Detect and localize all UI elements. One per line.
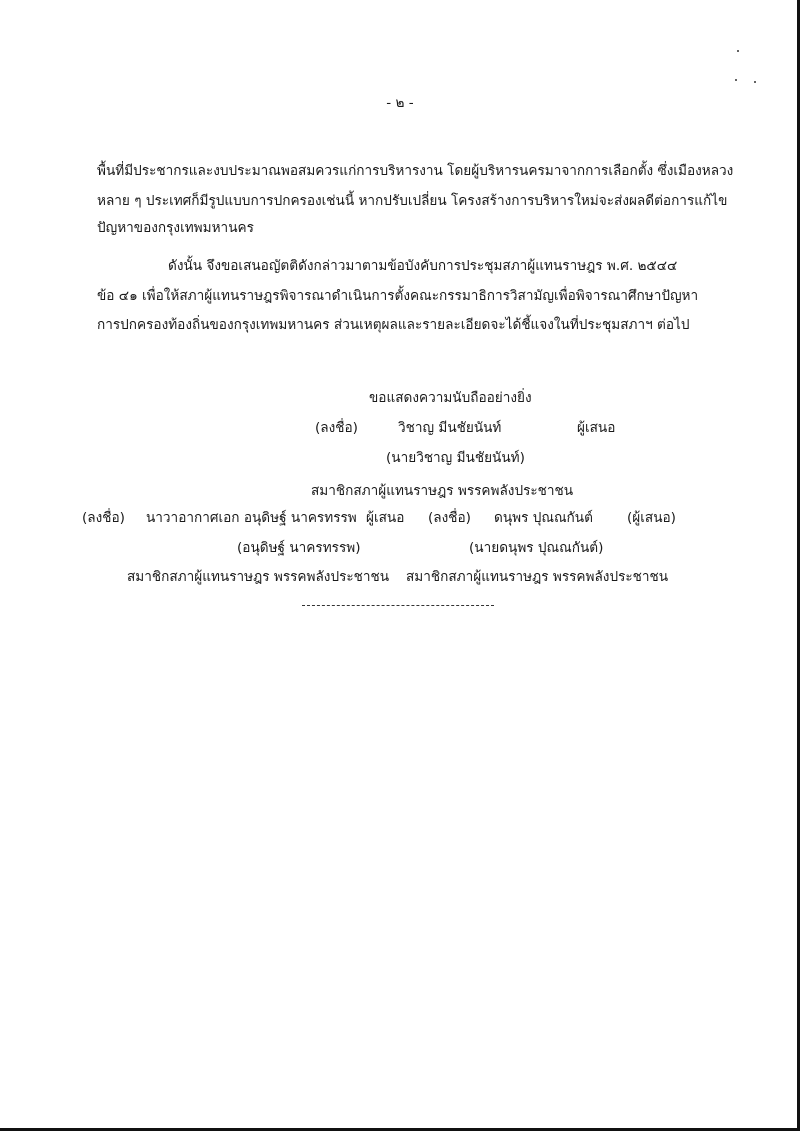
sign-label: (ลงชื่อ) (315, 420, 358, 436)
signer-name: ดนุพร ปุณณกันต์ (494, 510, 593, 526)
end-rule (302, 605, 494, 606)
page-number: - ๒ - (386, 95, 414, 111)
scan-speck (735, 79, 737, 81)
signer-full-name: (อนุดิษฐ์ นาครทรรพ) (237, 540, 361, 556)
signer-position: สมาชิกสภาผู้แทนราษฎร พรรคพลังประชาชน (406, 569, 669, 585)
signer-full-name: (นายดนุพร ปุณณกันต์) (469, 540, 604, 556)
paragraph-line: ปัญหาของกรุงเทพมหานคร (97, 220, 254, 236)
scan-speck (754, 81, 756, 83)
signer-full-name: (นายวิชาญ มีนชัยนันท์) (386, 450, 525, 466)
paragraph-line: การปกครองท้องถิ่นของกรุงเทพมหานคร ส่วนเหตุผลและรายละเอียดจะได้ชี้แจงในที่ประชุมสภาฯ ต่อไป (97, 317, 690, 333)
sign-label: (ลงชื่อ) (82, 510, 125, 526)
signer-name: นาวาอากาศเอก อนุดิษฐ์ นาครทรรพ (146, 510, 357, 526)
sign-label: (ลงชื่อ) (428, 510, 471, 526)
paragraph-line: ข้อ ๔๑ เพื่อให้สภาผู้แทนราษฎรพิจารณาดำเนินการตั้งคณะกรรมาธิการวิสามัญเพื่อพิจารณาศึกษาปัญหา (97, 288, 699, 304)
signer-role: ผู้เสนอ (577, 420, 616, 436)
paragraph-line: หลาย ๆ ประเทศก็มีรูปแบบการปกครองเช่นนี้ หากปรับเปลี่ยน โครงสร้างการบริหารใหม่จะส่งผลดีต่อการแก้ไข (97, 193, 728, 209)
scan-speck (737, 50, 739, 52)
signer-position: สมาชิกสภาผู้แทนราษฎร พรรคพลังประชาชน (311, 483, 574, 499)
paragraph-line: ดังนั้น จึงขอเสนอญัตติดังกล่าวมาตามข้อบังคับการประชุมสภาผู้แทนราษฎร พ.ศ. ๒๕๔๔ (168, 258, 678, 274)
paragraph-line: พื้นที่มีประชากรและงบประมาณพอสมควรแก่การบริหารงาน โดยผู้บริหารนครมาจากการเลือกตั้ง ซึ่งเมืองหลวง (97, 163, 734, 179)
signer-role: (ผู้เสนอ) (627, 510, 676, 526)
signer-name: วิชาญ มีนชัยนันท์ (398, 420, 502, 436)
signer-role: ผู้เสนอ (366, 510, 405, 526)
signer-position: สมาชิกสภาผู้แทนราษฎร พรรคพลังประชาชน (127, 569, 390, 585)
closing-text: ขอแสดงความนับถืออย่างยิ่ง (369, 390, 532, 406)
